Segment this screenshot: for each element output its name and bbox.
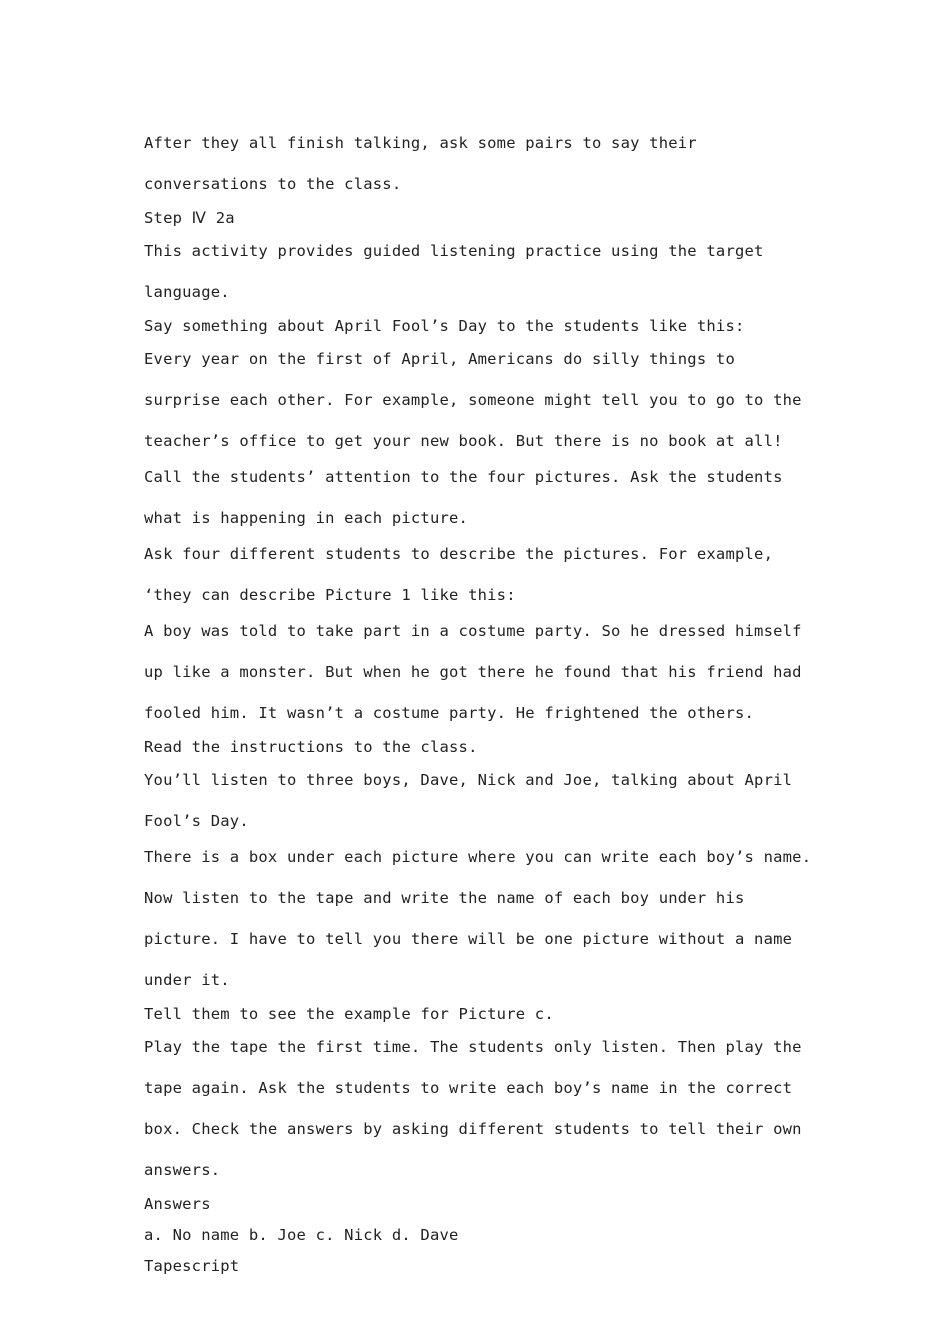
paragraph-example-picture-c: Tell them to see the example for Picture c. — [144, 1005, 554, 1023]
paragraph-activity-description: This activity provides guided listening practice using the target language. — [144, 242, 764, 301]
paragraph-play-tape: Play the tape the first time. The students only listen. Then play the tape again. Ask the students to write each boy’s name in the correct box. Check the answers by asking different students to tell their own answers. — [144, 1038, 802, 1179]
paragraph-four-pictures: Call the students’ attention to the four pictures. Ask the students what is happening in each picture. — [144, 468, 783, 527]
paragraph-april-fools-intro: Say something about April Fool’s Day to the students like this: — [144, 317, 745, 335]
answers-list: a. No name b. Joe c. Nick d. Dave — [144, 1226, 459, 1244]
answers-heading: Answers — [144, 1195, 211, 1213]
document-body — [144, 123, 814, 1284]
paragraph-three-boys: You’ll listen to three boys, Dave, Nick and Joe, talking about April Fool’s Day. — [144, 771, 793, 830]
paragraph-april-fools-example: Every year on the first of April, Americans do silly things to surprise each other. For example, someone might tell you to go to the teacher’s office to get your new book. But there is no book at all! — [144, 350, 802, 450]
tapescript-heading: Tapescript — [144, 1257, 240, 1275]
paragraph-pairs-conversations: After they all finish talking, ask some pairs to say their conversations to the class. — [144, 134, 697, 193]
paragraph-costume-party: A boy was told to take part in a costume party. So he dressed himself up like a monster. But when he got there he found that his friend had fooled him. It wasn’t a costume party. He frightened the others. — [144, 622, 802, 722]
paragraph-box-under-picture: There is a box under each picture where you can write each boy’s name. Now listen to the tape and write the name of each boy under his picture. I have to tell you there will be one picture without a name under it. — [144, 848, 812, 989]
step-heading: Step Ⅳ 2a — [144, 209, 235, 227]
paragraph-describe-pictures: Ask four different students to describe the pictures. For example, ‘they can describe Picture 1 like this: — [144, 545, 774, 604]
paragraph-read-instructions: Read the instructions to the class. — [144, 738, 478, 756]
